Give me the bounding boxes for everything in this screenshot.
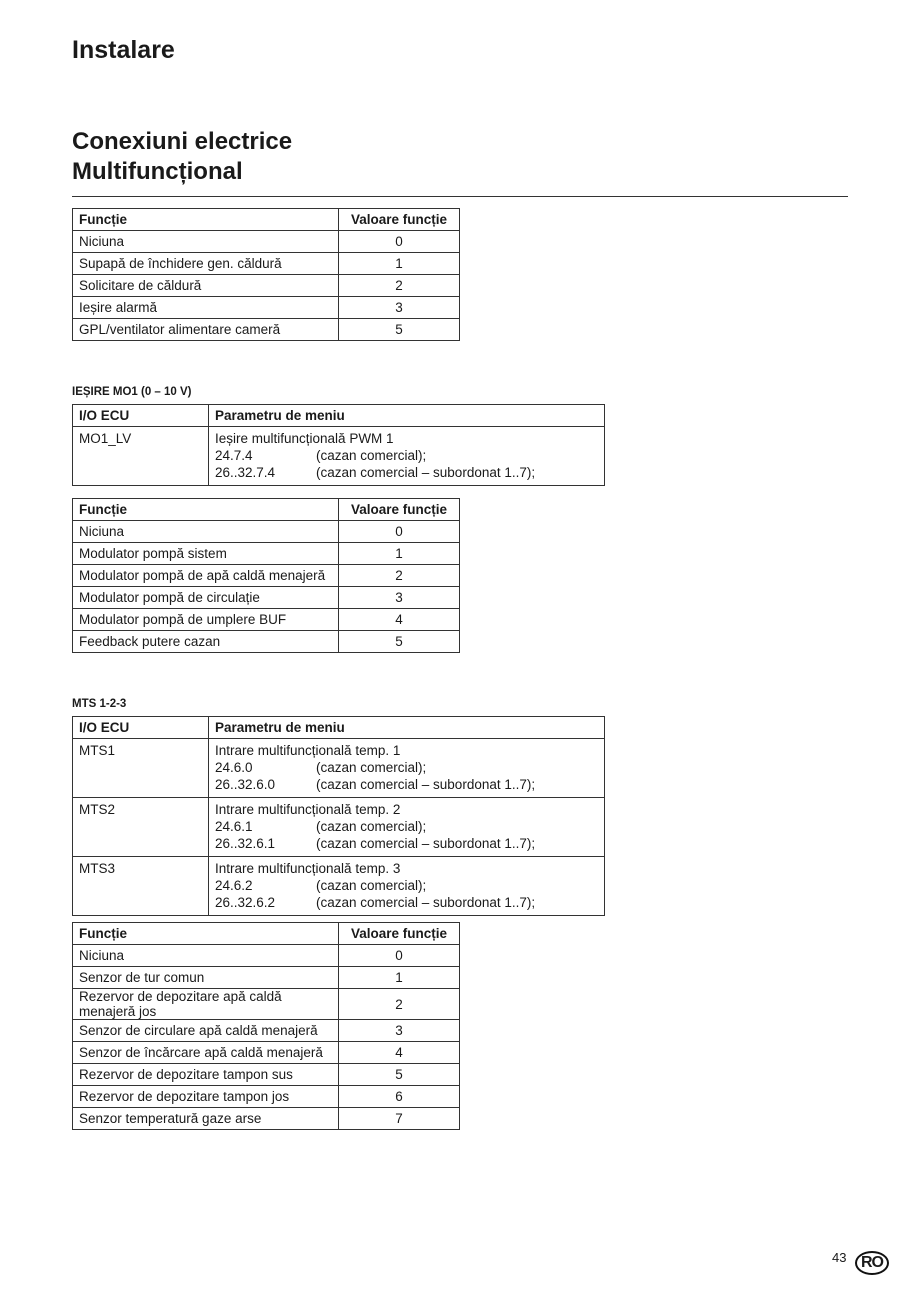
- table-row: [73, 967, 460, 989]
- parameter-line: [215, 776, 598, 793]
- function-cell: Feedback putere cazan: [73, 631, 339, 653]
- function-cell: Supapă de închidere gen. căldură: [73, 253, 339, 275]
- value-cell: 5: [339, 631, 460, 653]
- menu-code: 26..32.6.2: [215, 895, 276, 910]
- function-cell: Niciuna: [73, 945, 339, 967]
- boiler-type: (cazan comercial);: [316, 878, 427, 893]
- table-row: [73, 427, 605, 486]
- menu-code: 26..32.7.4: [215, 465, 276, 480]
- mo1-label: IEȘIRE MO1 (0 – 10 V): [72, 386, 192, 398]
- function-cell: Rezervor de depozitare apă caldă menajeră jos: [73, 989, 339, 1020]
- column-header: Valoare funcție: [339, 923, 460, 945]
- parameter-cell: [209, 857, 605, 916]
- parameter-cell: [209, 427, 605, 486]
- table-row: [73, 297, 460, 319]
- value-cell: 2: [339, 565, 460, 587]
- value-cell: 2: [339, 275, 460, 297]
- value-cell: 3: [339, 297, 460, 319]
- mts-label: MTS 1-2-3: [72, 698, 127, 710]
- value-cell: 2: [339, 989, 460, 1020]
- column-header: I/O ECU: [73, 717, 209, 739]
- table-row: [73, 857, 605, 916]
- table-row: [73, 319, 460, 341]
- table-row: [73, 739, 605, 798]
- divider: [72, 196, 848, 197]
- function-table-2: [72, 498, 460, 653]
- function-cell: Rezervor de depozitare tampon sus: [73, 1064, 339, 1086]
- boiler-type: (cazan comercial – subordonat 1..7);: [316, 895, 536, 910]
- boiler-type: (cazan comercial – subordonat 1..7);: [316, 777, 536, 792]
- parameter-line: [215, 447, 598, 464]
- menu-code: 24.6.1: [215, 819, 253, 834]
- page-number: 43: [832, 1250, 847, 1265]
- boiler-type: (cazan comercial);: [316, 760, 427, 775]
- parameter-cell: [209, 798, 605, 857]
- header-row: [73, 405, 605, 427]
- value-cell: 5: [339, 319, 460, 341]
- io-cell: MTS1: [73, 739, 209, 798]
- table-row: [73, 275, 460, 297]
- parameter-title: Intrare multifuncțională temp. 3: [215, 861, 401, 876]
- column-header: Parametru de meniu: [209, 405, 605, 427]
- menu-code: 24.7.4: [215, 448, 253, 463]
- table-row: [73, 565, 460, 587]
- table-row: [73, 798, 605, 857]
- header-row: [73, 923, 460, 945]
- value-cell: 3: [339, 587, 460, 609]
- table-row: [73, 631, 460, 653]
- value-cell: 4: [339, 1042, 460, 1064]
- function-cell: GPL/ventilator alimentare cameră: [73, 319, 339, 341]
- parameter-line: [215, 877, 598, 894]
- language-badge: RO: [855, 1251, 889, 1275]
- section-title-line-2: Multifuncțional: [72, 158, 243, 185]
- function-cell: Modulator pompă de umplere BUF: [73, 609, 339, 631]
- function-cell: Senzor de tur comun: [73, 967, 339, 989]
- table-row: [73, 1042, 460, 1064]
- table-row: [73, 521, 460, 543]
- section-title-line-1: Conexiuni electrice: [72, 128, 293, 155]
- function-table-3: [72, 922, 460, 1130]
- function-cell: Niciuna: [73, 231, 339, 253]
- table-row: [73, 945, 460, 967]
- column-header: Funcție: [73, 209, 339, 231]
- parameter-line: [215, 818, 598, 835]
- function-cell: Senzor de circulare apă caldă menajeră: [73, 1020, 339, 1042]
- io-cell: MTS2: [73, 798, 209, 857]
- parameter-title: Ieșire multifuncțională PWM 1: [215, 431, 394, 446]
- boiler-type: (cazan comercial);: [316, 448, 427, 463]
- column-header: Parametru de meniu: [209, 717, 605, 739]
- menu-code: 24.6.2: [215, 878, 253, 893]
- function-table-1: [72, 208, 460, 341]
- function-cell: Niciuna: [73, 521, 339, 543]
- column-header: Funcție: [73, 923, 339, 945]
- value-cell: 1: [339, 543, 460, 565]
- table-row: [73, 609, 460, 631]
- table-row: [73, 1108, 460, 1130]
- parameter-line: [215, 464, 598, 481]
- value-cell: 6: [339, 1086, 460, 1108]
- value-cell: 5: [339, 1064, 460, 1086]
- io-cell: MTS3: [73, 857, 209, 916]
- table-row: [73, 989, 460, 1020]
- value-cell: 0: [339, 231, 460, 253]
- table-row: [73, 253, 460, 275]
- table-row: [73, 1064, 460, 1086]
- value-cell: 1: [339, 967, 460, 989]
- table-row: [73, 1020, 460, 1042]
- function-cell: Ieșire alarmă: [73, 297, 339, 319]
- header-row: [73, 209, 460, 231]
- value-cell: 0: [339, 521, 460, 543]
- table-row: [73, 231, 460, 253]
- value-cell: 7: [339, 1108, 460, 1130]
- function-cell: Modulator pompă sistem: [73, 543, 339, 565]
- header-row: [73, 717, 605, 739]
- boiler-type: (cazan comercial – subordonat 1..7);: [316, 465, 536, 480]
- table-row: [73, 543, 460, 565]
- value-cell: 0: [339, 945, 460, 967]
- parameter-title: Intrare multifuncțională temp. 2: [215, 802, 401, 817]
- menu-code: 26..32.6.0: [215, 777, 276, 792]
- column-header: I/O ECU: [73, 405, 209, 427]
- value-cell: 1: [339, 253, 460, 275]
- boiler-type: (cazan comercial);: [316, 819, 427, 834]
- value-cell: 4: [339, 609, 460, 631]
- menu-code: 26..32.6.1: [215, 836, 276, 851]
- io-cell: MO1_LV: [73, 427, 209, 486]
- parameter-title: Intrare multifuncțională temp. 1: [215, 743, 401, 758]
- section-title: [72, 127, 292, 187]
- header-row: [73, 499, 460, 521]
- boiler-type: (cazan comercial – subordonat 1..7);: [316, 836, 536, 851]
- function-cell: Modulator pompă de apă caldă menajeră: [73, 565, 339, 587]
- mts-param-table: [72, 716, 605, 916]
- column-header: Valoare funcție: [339, 499, 460, 521]
- function-cell: Senzor temperatură gaze arse: [73, 1108, 339, 1130]
- value-cell: 3: [339, 1020, 460, 1042]
- column-header: Valoare funcție: [339, 209, 460, 231]
- function-cell: Senzor de încărcare apă caldă menajeră: [73, 1042, 339, 1064]
- parameter-cell: [209, 739, 605, 798]
- parameter-line: [215, 759, 598, 776]
- parameter-line: [215, 894, 598, 911]
- column-header: Funcție: [73, 499, 339, 521]
- parameter-line: [215, 835, 598, 852]
- function-cell: Modulator pompă de circulație: [73, 587, 339, 609]
- table-row: [73, 1086, 460, 1108]
- function-cell: Rezervor de depozitare tampon jos: [73, 1086, 339, 1108]
- menu-code: 24.6.0: [215, 760, 253, 775]
- page-title: Instalare: [72, 36, 175, 64]
- table-row: [73, 587, 460, 609]
- mo1-param-table: [72, 404, 605, 486]
- function-cell: Solicitare de căldură: [73, 275, 339, 297]
